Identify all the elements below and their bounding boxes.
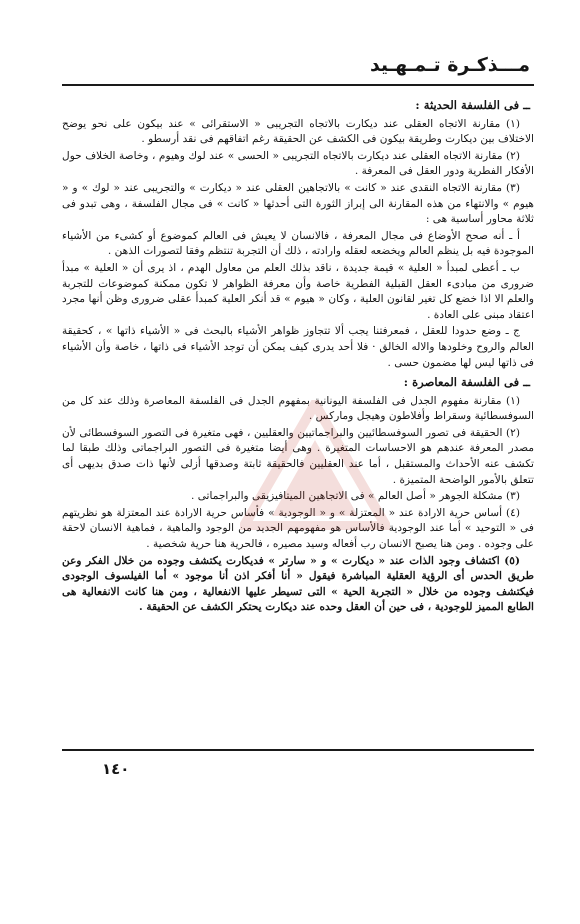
section-heading: ــ فى الفلسفة المعاصرة : — [403, 375, 530, 390]
paragraph: (٥) اكتشاف وجود الذات عند « ديكارت » و « سارتر » فديكارت يكتشف وجوده من خلال الفكر وعن طريق الحدس أى الرؤية العقلية المباشرة فيقول « أنا أفكر اذن أنا موجود » أما الفيلسوف الوجودى فيكتشف وجوده من خلال « التجربة الحية » التى تسيطر عليها الانفعالية ، ومن هنا كانت الانفعالية هى الطابع المميز للوجودية ، فى حين أن العقل وحده عند ديكارت يحتكر الكشف عن الحقيقة . — [62, 554, 534, 614]
paragraph: (٢) الحقيقة فى تصور السوفسطائيين والبراجماتيين والعقليين ، فهى متغيرة فى التصور السوفسطائى لأن مصدر المعرفة عندهم هو الاحساسات المتغيرة . وهى أيضا متغيرة فى التصور البراجماتى وذلك طبقا لما تكشف عنه الأحداث والمستقبل ، أما عند العقليين فالحقيقة ثابتة وصدقها أزلى لأنها ذات صدق بديهى أى تتعلق بالأمور الواضحة المتميزة . — [62, 426, 534, 486]
paragraph: (١) مقارنة مفهوم الجدل فى الفلسفة اليونانية بمفهوم الجدل فى الفلسفة المعاصرة وذلك عند كل من السوفسطائية وسقراط وأفلاطون وهيجل وماركس . — [62, 394, 534, 423]
paragraph: ج ـ وضع حدودا للعقل ، فمعرفتنا يجب ألا تتجاوز ظواهر الأشياء بالبحث فى « الأشياء ذاتها » ، كحقيقة العالم والروح وخلودها والاله الخالق · فلا أحد يدرى كيف يمكن أن توجد الأشياء فى ذاتها ، خاصة وأن الأشياء فى ذاتها ليس لها مضمون حسى . — [62, 325, 534, 369]
paragraph: (٣) مشكلة الجوهر « أصل العالم » فى الاتجاهين الميتافيزيقى والبراجماتى . — [190, 490, 520, 503]
section-contemporary-philosophy — [62, 375, 534, 616]
paragraph: ب ـ أعطى لمبدأ « العلية » قيمة جديدة ، ناقد بذلك العلم من معاول الهدم ، اذ يرى أن « العلية » مبدأ ضرورى من مبادىء العقل القبلية الفطرية خاصة وأن معرفة الظواهر لا تكون ممكنة كموضوعات للتجربة والعلم الا اذا خضع كل تغير لقانون العلية ، وكان « هيوم » قد أنكر العلية كمبدأ عقلى ضرورى وظن أنها مجرد اعتقاد مبنى على العادة . — [62, 261, 534, 321]
page-number: ١٤٠ — [102, 760, 130, 778]
section-heading: ــ فى الفلسفة الحديثة : — [415, 98, 530, 112]
body-text — [62, 98, 534, 616]
document-page — [62, 52, 534, 882]
paragraph: (٢) مقارنة الاتجاه العقلى عند ديكارت بالاتجاه التجريبى « الحسى » عند لوك وهيوم ، وخاصة الخلاف حول الأفكار الفطرية ودور العقل فى المعرفة . — [62, 149, 534, 178]
paragraph: أ ـ أنه صحح الأوضاع فى مجال المعرفة ، فالانسان لا يعيش فى العالم كموضوع أو كشىء من الأشياء الموجودة فيه بل ينظم العالم ويخضعه لعقله وارادته ، ذلك أن التجربة تنتظم وفقا لتصورات الذهن . — [62, 229, 534, 258]
section-modern-philosophy — [62, 98, 534, 371]
page-title: مـــذكـرة تـمـهـيد — [369, 54, 530, 76]
paragraph: (١) مقارنة الاتجاه العقلى عند ديكارت بالاتجاه التجريبى « الاستقرائى » عند بيكون على نحو يوضح الاختلاف بين ديكارت وطريقة بيكون فى الكشف عن الحقيقة رغم اتفاقهم فى نقد أرسطو . — [62, 117, 534, 146]
footer-divider — [62, 749, 534, 751]
paragraph: (٣) مقارنة الاتجاه النقدى عند « كانت » بالاتجاهين العقلى عند « ديكارت » والتجريبى عند « لوك » و « هيوم » والانتهاء من هذه المقارنة الى إبراز الثورة التى أحدثها « كانت » فى مجال الفلسفة ، وهى تبدو فى ثلاثة محاور أساسية هى : — [62, 181, 534, 226]
paragraph: (٤) أساس حرية الارادة عند « المعتزلة » و « الوجودية » فأساس حرية الارادة عند المعتزلة هو نظريتهم فى « التوحيد » أما عند الوجودية فالأساس هو مفهومهم الجديد من الوجود والماهية ، فماهية الانسان لاحقة على وجوده . ومن هنا يصبح الانسان رب أفعاله وسيد مصيره ، فالحرية هنا حرية شخصية . — [62, 506, 534, 551]
page-header — [62, 52, 534, 86]
